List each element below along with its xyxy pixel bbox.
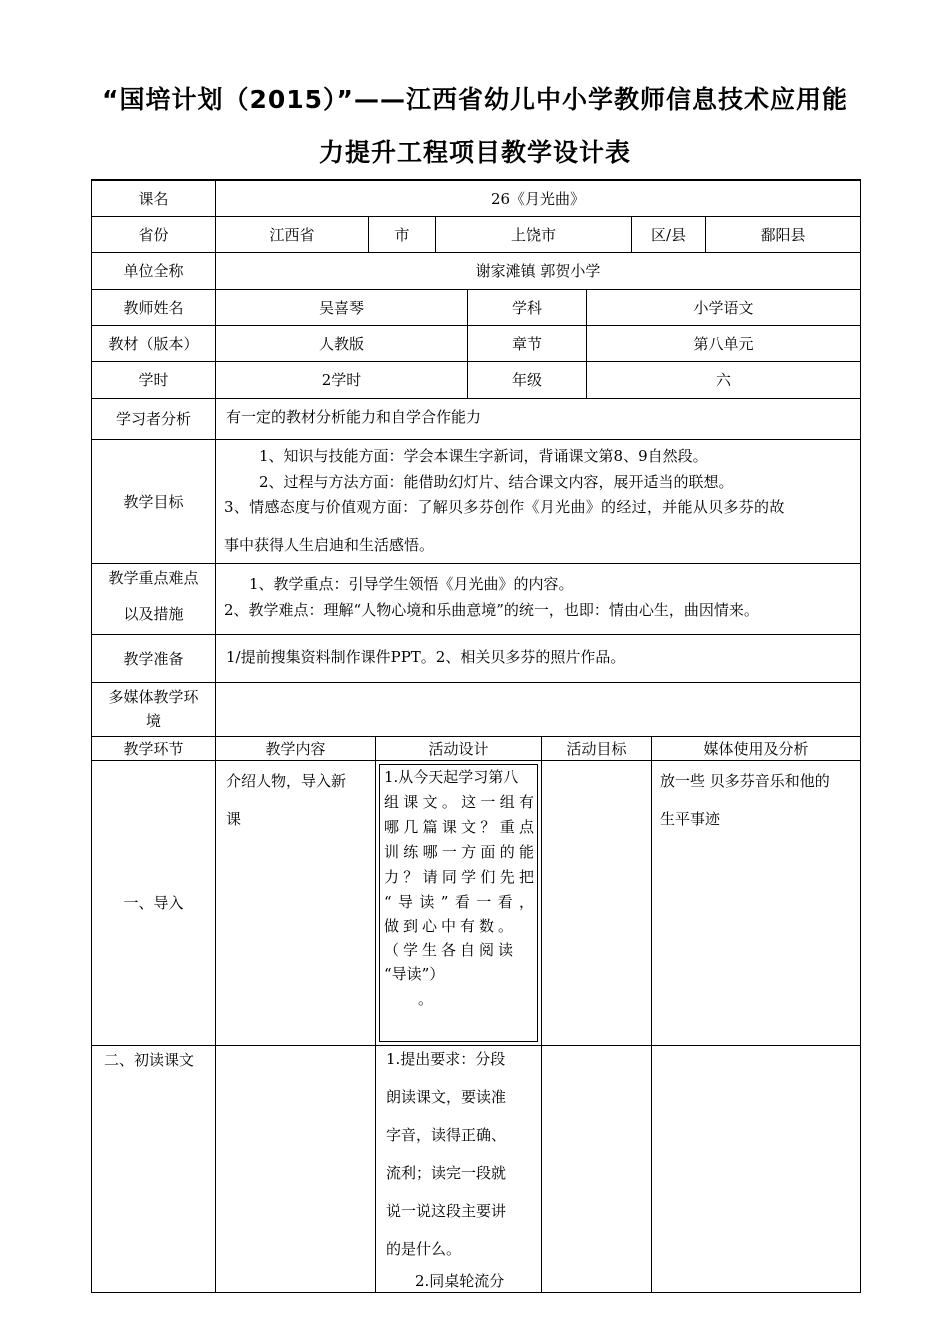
reading-activity-line-4: 流利；读完一段就: [386, 1164, 507, 1182]
intro-activity-line-10: 。: [418, 990, 434, 1008]
intro-content-line-2: 课: [226, 810, 242, 828]
col-header-stage: 教学环节: [123, 739, 184, 758]
intro-activity-line-8: （学生各自阅读: [384, 941, 518, 959]
stage-first-reading-label: 二、初读课文: [104, 1051, 195, 1069]
key-points-label-line-1: 教学重点难点: [108, 569, 199, 587]
intro-activity-line-1: 1.从今天起学习第八: [384, 768, 519, 786]
chapter-label: 章节: [511, 334, 542, 353]
key-points-label-line-2: 以及措施: [123, 605, 184, 623]
teaching-prep-value: 1/提前搜集资料制作课件PPT。2、相关贝多芬的照片作品。: [226, 648, 626, 666]
teaching-goal-2: 2、过程与方法方面：能借助幻灯片、结合课文内容，展开适当的联想。: [259, 473, 734, 491]
hours-value: 2学时: [321, 371, 362, 389]
stage-intro: 一、导入: [123, 894, 184, 912]
subject-value: 小学语文: [693, 298, 754, 317]
media-env-label: [92, 683, 215, 736]
unit-value: 谢家滩镇 郭贺小学: [475, 262, 601, 280]
teaching-goals-label: 教学目标: [123, 492, 184, 511]
unit-label: 单位全称: [123, 262, 184, 280]
hours-label: 学时: [138, 371, 169, 389]
intro-activity-line-3: 哪几篇课文？重点: [384, 818, 534, 836]
document-title-line-2: 力提升工程项目教学设计表: [318, 138, 631, 167]
teaching-goal-1: 1、知识与技能方面：学会本课生字新词，背诵课文第8、9自然段。: [259, 447, 708, 465]
grade-value: 六: [715, 371, 731, 389]
intro-content-line-1: 介绍人物，导入新: [226, 772, 347, 790]
reading-activity-line-2: 朗读课文，要读准: [386, 1088, 507, 1106]
teaching-goal-4: 事中获得人生启迪和生活感悟。: [224, 536, 435, 554]
media-env-label-line-2: 境: [145, 712, 161, 730]
col-header-goal: 活动目标: [566, 739, 627, 758]
teacher-label: 教师姓名: [123, 298, 184, 317]
col-header-activity: 活动设计: [428, 739, 489, 758]
city-value: 上饶市: [510, 225, 556, 244]
stage-first-reading: [92, 1046, 215, 1076]
media-env-label-line-1: 多媒体教学环: [108, 688, 199, 706]
intro-media-line-2: 生平事迹: [660, 810, 721, 828]
intro-activity-line-5: 力？请同学们先把: [384, 868, 534, 886]
chapter-value: 第八单元: [693, 334, 754, 353]
intro-media-line-1: 放一些 贝多芬音乐和他的: [660, 772, 830, 790]
intro-activity-line-9: “导读”）: [384, 965, 445, 983]
intro-activity-line-2: 组课文。这一组有: [384, 793, 534, 811]
intro-activity-line-7: 做到心中有数。: [384, 917, 518, 935]
textbook-value: 人教版: [318, 334, 364, 353]
intro-activity-line-6: “导读”看一看，: [384, 893, 534, 911]
teacher-value: 吴喜琴: [318, 298, 364, 317]
teaching-goal-3: 3、情感态度与价值观方面：了解贝多芬创作《月光曲》的经过，并能从贝多芬的故: [224, 498, 785, 516]
reading-activity-line-7: 2.同桌轮流分: [415, 1272, 505, 1290]
reading-activity-line-6: 的是什么。: [386, 1240, 462, 1258]
document-title-line-1: “国培计划（2015）”——江西省幼儿中小学教师信息技术应用能: [102, 85, 848, 114]
key-points-label: [92, 564, 215, 634]
reading-activity-line-3: 字音，读得正确、: [386, 1126, 507, 1144]
province-value: 江西省: [269, 225, 315, 244]
city-label: 市: [394, 225, 410, 244]
key-point-1: 1、教学重点：引导学生领悟《月光曲》的内容。: [249, 575, 574, 593]
learner-analysis-label: 学习者分析: [115, 410, 191, 428]
intro-activity: [380, 765, 537, 1041]
subject-label: 学科: [511, 298, 542, 317]
key-point-2: 2、教学难点：理解“人物心境和乐曲意境”的统一，也即：情由心生，曲因情来。: [224, 601, 759, 619]
grade-label: 年级: [511, 371, 542, 389]
col-header-content: 教学内容: [265, 739, 326, 758]
col-header-media: 媒体使用及分析: [703, 739, 809, 758]
textbook-label: 教材（版本）: [108, 334, 199, 353]
reading-activity-line-1: 1.提出要求：分段: [386, 1050, 506, 1068]
province-label: 省份: [138, 225, 169, 244]
learner-analysis-value: 有一定的教材分析能力和自学合作能力: [226, 408, 482, 426]
course-label: 课名: [138, 189, 169, 208]
intro-activity-line-4: 训练哪一方面的能: [384, 843, 534, 861]
reading-activity-line-5: 说一说这段主要讲: [386, 1202, 507, 1220]
teaching-prep-label: 教学准备: [123, 649, 184, 668]
county-value: 鄱阳县: [760, 225, 806, 244]
county-label: 区/县: [650, 225, 687, 244]
course-value: 26《月光曲》: [490, 189, 586, 208]
